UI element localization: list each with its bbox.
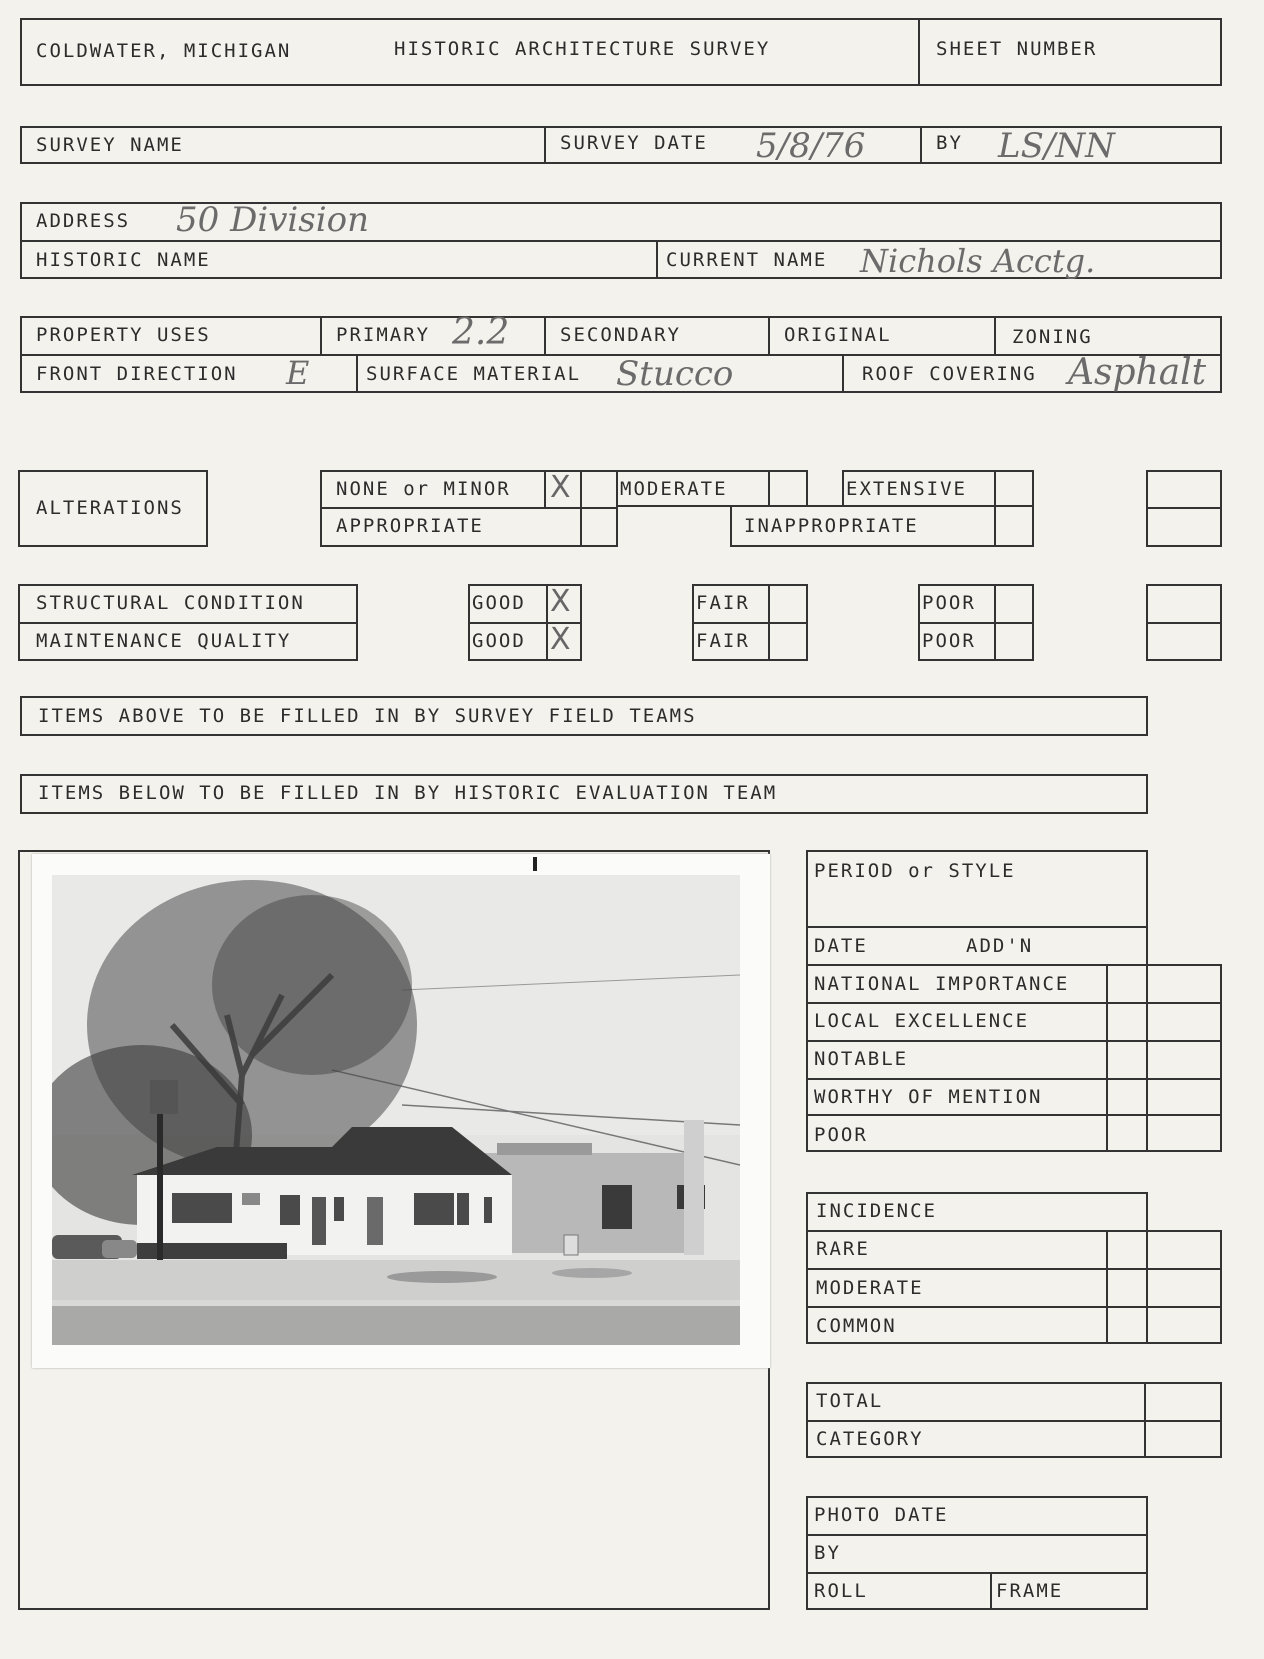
fair-label-structural: FAIR (696, 592, 750, 614)
photo-illustration (52, 875, 740, 1345)
current-name-value[interactable]: Nichols Acctg. (860, 242, 1096, 280)
photo-by-label: BY (814, 1542, 841, 1564)
survey-name-label: SURVEY NAME (36, 134, 184, 156)
poor-eval-label: POOR (814, 1124, 868, 1146)
primary-value[interactable]: 2.2 (452, 312, 510, 353)
category-label: CATEGORY (816, 1428, 924, 1450)
none-minor-check[interactable]: X (550, 470, 571, 505)
front-direction-label: FRONT DIRECTION (36, 363, 238, 385)
maintenance-quality-label: MAINTENANCE QUALITY (36, 630, 292, 652)
alterations-label: ALTERATIONS (36, 497, 184, 519)
current-name-label: CURRENT NAME (666, 249, 828, 271)
roll-label: ROLL (814, 1580, 868, 1602)
local-excellence-label: LOCAL EXCELLENCE (814, 1010, 1030, 1032)
secondary-label: SECONDARY (560, 324, 681, 346)
worthy-of-mention-label: WORTHY OF MENTION (814, 1086, 1043, 1108)
frame-label: FRAME (996, 1580, 1064, 1602)
total-label: TOTAL (816, 1390, 884, 1412)
period-style-label: PERIOD or STYLE (814, 860, 1016, 882)
moderate-label: MODERATE (620, 478, 728, 500)
by-value[interactable]: LS/NN (998, 126, 1115, 166)
appropriate-label: APPROPRIATE (336, 515, 484, 537)
by-label: BY (936, 132, 963, 154)
incidence-label: INCIDENCE (816, 1200, 937, 1222)
address-label: ADDRESS (36, 210, 131, 232)
national-importance-label: NATIONAL IMPORTANCE (814, 973, 1070, 995)
structural-condition-label: STRUCTURAL CONDITION (36, 592, 305, 614)
common-label: COMMON (816, 1315, 897, 1337)
note-below: ITEMS BELOW TO BE FILLED IN BY HISTORIC EVALUATION TEAM (38, 782, 778, 804)
fair-label-maintenance: FAIR (696, 630, 750, 652)
historic-name-label: HISTORIC NAME (36, 249, 211, 271)
good-label-structural: GOOD (472, 592, 526, 614)
front-direction-value[interactable]: E (286, 354, 310, 392)
survey-date-label: SURVEY DATE (560, 132, 708, 154)
building-photo (52, 875, 740, 1345)
poor-label-maintenance: POOR (922, 630, 976, 652)
city-title: COLDWATER, MICHIGAN (36, 40, 292, 62)
inappropriate-label: INAPPROPRIATE (744, 515, 919, 537)
surface-material-value[interactable]: Stucco (616, 354, 734, 394)
photo-date-label: PHOTO DATE (814, 1504, 949, 1526)
surface-material-label: SURFACE MATERIAL (366, 363, 582, 385)
poor-label-structural: POOR (922, 592, 976, 614)
maintenance-good-check[interactable]: X (550, 622, 571, 657)
page-title: HISTORIC ARCHITECTURE SURVEY (394, 38, 771, 60)
date-label: DATE (814, 935, 868, 957)
moderate-incidence-label: MODERATE (816, 1277, 924, 1299)
survey-date-value[interactable]: 5/8/76 (756, 126, 866, 166)
addn-label: ADD'N (966, 935, 1034, 957)
property-uses-label: PROPERTY USES (36, 324, 211, 346)
primary-label: PRIMARY (336, 324, 431, 346)
photo-tick-mark (533, 857, 537, 871)
note-above: ITEMS ABOVE TO BE FILLED IN BY SURVEY FIELD TEAMS (38, 705, 697, 727)
roof-covering-label: ROOF COVERING (862, 363, 1037, 385)
extensive-label: EXTENSIVE (846, 478, 967, 500)
roof-covering-value[interactable]: Asphalt (1068, 352, 1207, 393)
original-label: ORIGINAL (784, 324, 892, 346)
good-label-maintenance: GOOD (472, 630, 526, 652)
rare-label: RARE (816, 1238, 870, 1260)
zoning-label: ZONING (1012, 326, 1093, 348)
notable-label: NOTABLE (814, 1048, 909, 1070)
structural-good-check[interactable]: X (550, 584, 571, 619)
sheet-number-label: SHEET NUMBER (936, 38, 1098, 60)
address-value[interactable]: 50 Division (176, 200, 369, 240)
none-minor-label: NONE or MINOR (336, 478, 511, 500)
